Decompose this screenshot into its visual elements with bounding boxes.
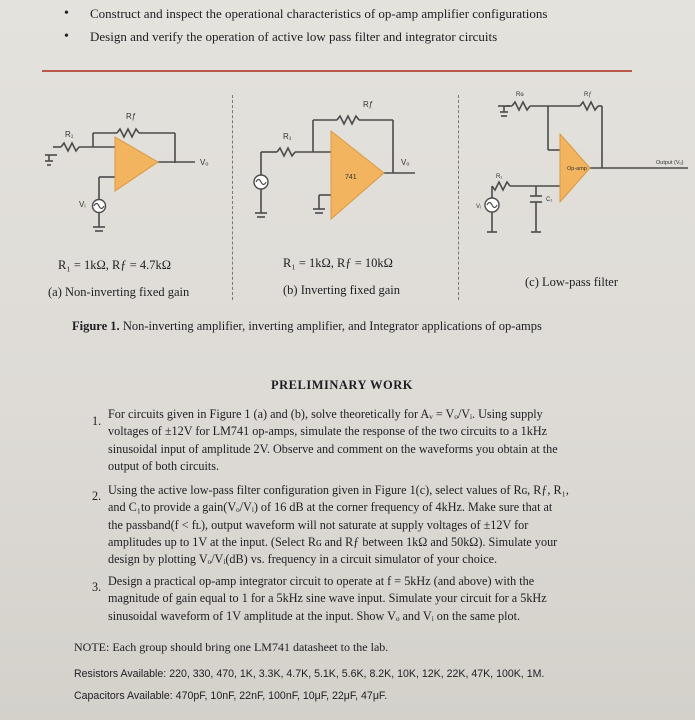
prelim-item-3 xyxy=(108,573,547,625)
figure-divider xyxy=(458,95,459,300)
capacitors-available: Capacitors Available: 470pF, 10nF, 22nF, 100nF, 10μF, 22μF, 47μF. xyxy=(74,690,388,702)
circuit-b-values: R₁ = 1kΩ, Rƒ = 10kΩ xyxy=(283,256,393,270)
item-line: the passband(f < fʟ), output waveform will not saturate at supply voltages of ±12V for xyxy=(108,517,529,532)
label-vi: Vᵢ xyxy=(476,204,481,210)
label-vo: Vₒ xyxy=(401,158,410,167)
item-line: Using the active low-pass filter configuration given in Figure 1(c), select values of Rɢ, Rƒ, R₁, xyxy=(108,483,569,497)
label-c1: C₁ xyxy=(546,197,553,203)
figure-caption xyxy=(72,319,542,334)
label-opamp: Op-amp xyxy=(567,166,587,172)
item-line: design by plotting Vₒ/Vᵢ(dB) vs. frequency in a circuit simulator of your choice. xyxy=(108,552,498,567)
figure-divider xyxy=(232,95,233,300)
item-line: magnitude of gain equal to 1 for a 5kHz sine wave input. Simulate your circuit for a 5kHz xyxy=(108,591,547,606)
note-label: NOTE: xyxy=(74,640,110,654)
item-number: 1. xyxy=(92,414,102,428)
circuit-low-pass-filter xyxy=(470,88,692,238)
label-r1: R₁ xyxy=(496,174,503,180)
section-title: PRELIMINARY WORK xyxy=(271,378,413,392)
opamp-triangle xyxy=(115,137,158,191)
resistor-rf xyxy=(117,129,139,137)
item-number: 3. xyxy=(92,580,102,594)
label-rf: Rƒ xyxy=(584,92,592,98)
item-line: sinusoidal input of amplitude 2V. Observe and comment on the waveforms you obtain at the xyxy=(108,441,558,456)
bullet-icon: • xyxy=(64,29,69,44)
label-rg: Rɢ xyxy=(516,92,524,98)
opamp-triangle xyxy=(331,131,384,219)
caption-b: (b) Inverting fixed gain xyxy=(283,283,400,297)
label-r1: R₁ xyxy=(283,132,292,141)
resistors-available: Resistors Available: 220, 330, 470, 1K, 3.3K, 4.7K, 5.1K, 5.6K, 8.2K, 10K, 12K, 22K, 47K, 100K, 1M. xyxy=(74,668,545,680)
label-rf: Rƒ xyxy=(126,112,137,121)
resistor-rg xyxy=(512,102,530,110)
note-text: Each group should bring one LM741 datasheet to the lab. xyxy=(109,640,389,654)
resistor-r1 xyxy=(277,148,295,156)
figure-label: Figure 1. xyxy=(72,319,120,333)
item-line: voltages of ±12V for LM741 op-amps, simulate the response of the two circuits to a 1kHz xyxy=(108,424,548,439)
prelim-item-2 xyxy=(108,482,569,568)
caption-a: (a) Non-inverting fixed gain xyxy=(48,285,190,299)
circuit-a-values: R₁ = 1kΩ, Rƒ = 4.7kΩ xyxy=(58,258,172,272)
label-output: Output (Vₒ) xyxy=(656,160,684,166)
circuit-inverting xyxy=(245,95,455,235)
bullet-icon: • xyxy=(64,6,69,21)
horizontal-rule xyxy=(42,70,632,72)
item-line: For circuits given in Figure 1 (a) and (b), solve theoretically for Aᵥ = Vₒ/Vᵢ. Using supply xyxy=(108,407,543,421)
item-line: and C₁to provide a gain(Vₒ/Vᵢ) of 16 dB at the corner frequency of 4kHz. Make sure that at xyxy=(108,500,553,515)
prelim-item-1 xyxy=(108,406,558,475)
caption-c: (c) Low-pass filter xyxy=(525,275,619,289)
label-741: 741 xyxy=(345,174,357,181)
circuit-non-inverting xyxy=(35,95,230,235)
resistor-r1 xyxy=(492,182,510,190)
figure-text: Non-inverting amplifier, inverting amplifier, and Integrator applications of op-amps xyxy=(119,319,542,333)
item-line: output of both circuits. xyxy=(108,458,220,473)
item-line: amplitudes up to 1V at the input. (Select Rɢ and Rƒ between 1kΩ and 50kΩ). Simulate your xyxy=(108,534,558,549)
label-vo: Vₒ xyxy=(200,158,209,167)
objective-2: • Design and verify the operation of active low pass filter and integrator circuits xyxy=(90,27,497,47)
note xyxy=(74,640,388,655)
objective-1: • Construct and inspect the operational characteristics of op-amp amplifier configurations xyxy=(90,4,547,24)
label-vi: Vᵢ xyxy=(79,200,86,209)
item-number: 2. xyxy=(92,489,102,503)
label-rf: Rƒ xyxy=(363,100,374,109)
item-line: Design a practical op-amp integrator circuit to operate at f = 5kHz (and above) with the xyxy=(108,574,535,588)
resistor-rf xyxy=(580,102,598,110)
item-line: sinusoidal waveform of 1V amplitude at the input. Show Vₒ and Vᵢ on the same plot. xyxy=(108,608,521,623)
resistor-r1 xyxy=(61,143,79,151)
label-r1: R₁ xyxy=(65,130,74,139)
resistor-rf xyxy=(337,116,359,124)
